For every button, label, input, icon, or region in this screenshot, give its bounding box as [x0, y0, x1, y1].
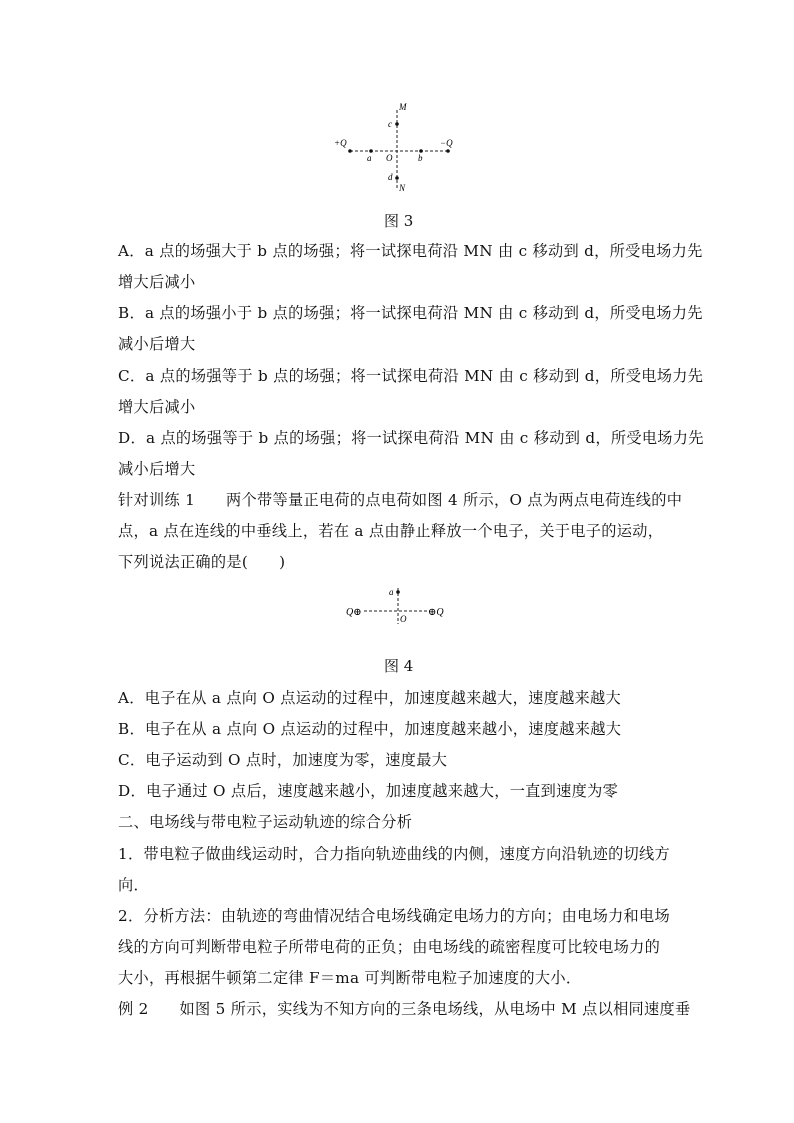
- label-a: a: [389, 587, 394, 597]
- training-line: 下列说法正确的是( ): [118, 553, 286, 571]
- label-leftQ: Q⊕: [346, 607, 362, 618]
- option-line: A．电子在从 a 点向 O 点运动的过程中，加速度越来越大，速度越来越大: [118, 689, 622, 707]
- label-b: b: [418, 153, 423, 163]
- point-minusQ: [446, 149, 450, 153]
- body-line: 2．分析方法：由轨迹的弯曲情况结合电场线确定电场力的方向；由电场力和电场: [118, 907, 671, 925]
- point-plusQ: [348, 149, 352, 153]
- training-line: 针对训练 1 两个带等量正电荷的点电荷如图 4 所示，O 点为两点电荷连线的中: [118, 491, 683, 509]
- label-O: O: [386, 153, 393, 163]
- label-minusQ: −Q: [440, 138, 453, 148]
- body-line: 大小，再根据牛顿第二定律 F＝ma 可判断带电粒子加速度的大小．: [118, 969, 582, 987]
- label-N: N: [399, 183, 406, 193]
- training-line: 点，a 点在连线的中垂线上，若在 a 点由静止释放一个电子，关于电子的运动，: [118, 522, 664, 540]
- label-plusQ: +Q: [334, 138, 347, 148]
- section-heading: 二、电场线与带电粒子运动轨迹的综合分析: [118, 813, 413, 831]
- figure-3-diagram: [330, 98, 460, 198]
- body-line: 例 2 如图 5 所示，实线为不知方向的三条电场线，从电场中 M 点以相同速度垂: [118, 1000, 691, 1018]
- label-d: d: [388, 172, 393, 182]
- option-line: B．a 点的场强小于 b 点的场强；将一试探电荷沿 MN 由 c 移动到 d，所受电场力先: [118, 304, 703, 322]
- option-line: C．a 点的场强等于 b 点的场强；将一试探电荷沿 MN 由 c 移动到 d，所受电场力先: [118, 367, 704, 385]
- figure-3-caption: 图 3: [384, 212, 414, 230]
- option-line: A．a 点的场强大于 b 点的场强；将一试探电荷沿 MN 由 c 移动到 d，所受电场力先: [118, 242, 703, 260]
- label-O: O: [400, 614, 407, 624]
- option-line: C．电子运动到 O 点时，加速度为零，速度最大: [118, 751, 448, 769]
- figure-4-caption: 图 4: [384, 657, 414, 675]
- option-line: 减小后增大: [118, 460, 196, 478]
- point-a: [396, 590, 400, 594]
- option-line: 增大后减小: [118, 273, 196, 291]
- point-c: [395, 122, 399, 126]
- option-line: 增大后减小: [118, 398, 196, 416]
- option-line: 减小后增大: [118, 335, 196, 353]
- body-line: 线的方向可判断带电粒子所带电荷的正负；由电场线的疏密程度可比较电场力的: [118, 938, 661, 956]
- body-line: 向．: [118, 876, 149, 894]
- option-line: D．a 点的场强等于 b 点的场强；将一试探电荷沿 MN 由 c 移动到 d，所受电场力先: [118, 429, 704, 447]
- label-M: M: [399, 102, 407, 112]
- label-rightQ: ⊕Q: [428, 607, 444, 618]
- point-d: [395, 176, 399, 180]
- label-c: c: [388, 119, 392, 129]
- figure-4-diagram: [340, 582, 460, 628]
- body-line: 1．带电粒子做曲线运动时，合力指向轨迹曲线的内侧，速度方向沿轨迹的切线方: [118, 845, 671, 863]
- option-line: D．电子通过 O 点后，速度越来越小，加速度越来越大，一直到速度为零: [118, 782, 619, 800]
- option-line: B．电子在从 a 点向 O 点运动的过程中，加速度越来越小，速度越来越大: [118, 720, 622, 738]
- label-a: a: [367, 153, 372, 163]
